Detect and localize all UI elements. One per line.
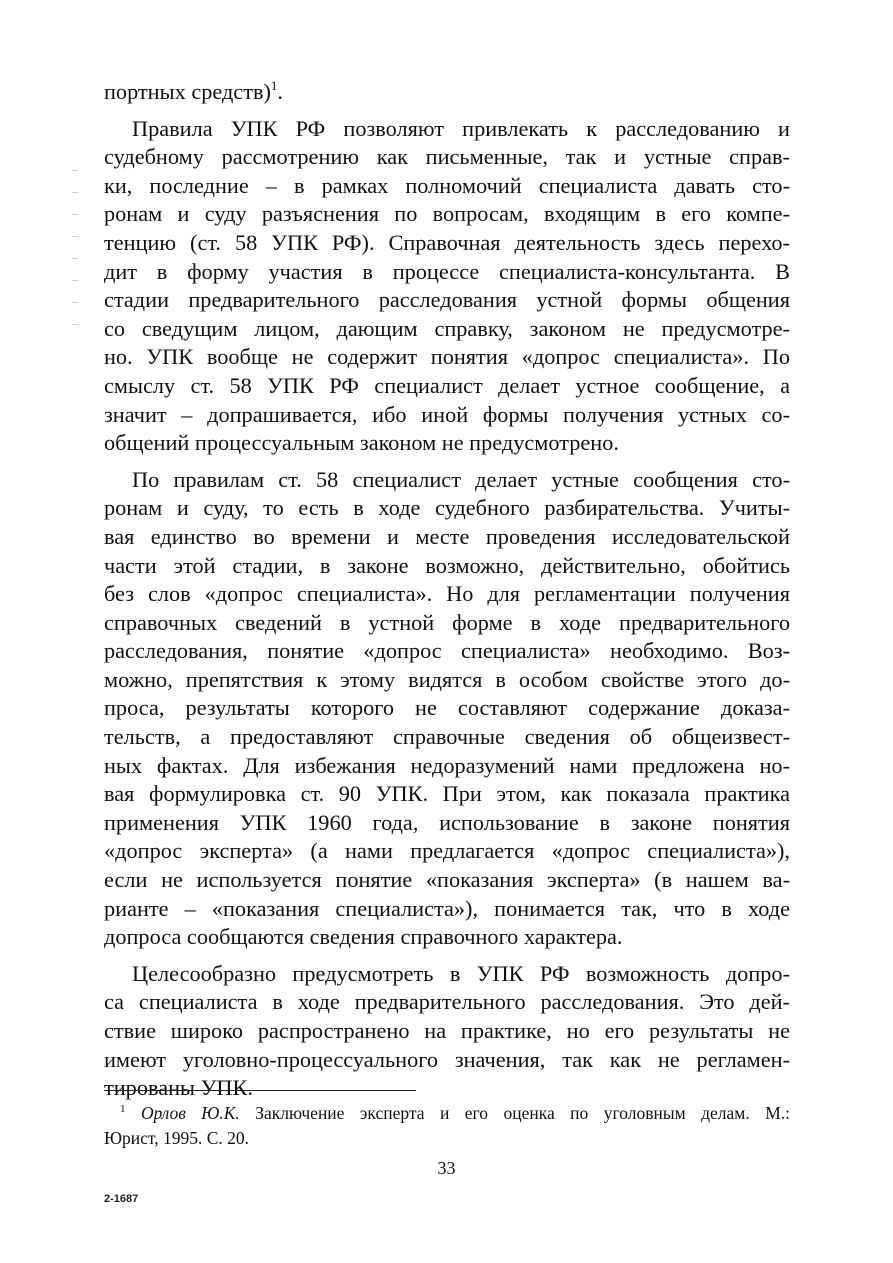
text-line: если не используется понятие «показания эксперта» (в нашем ва-: [104, 867, 790, 893]
footnote-ref: 1: [270, 78, 278, 93]
scan-edge-artifact: [72, 160, 78, 340]
footnote-separator: [104, 1090, 416, 1091]
text-line: Правила УПК РФ позволяют привлекать к расследованию и: [132, 115, 790, 141]
text-line: ствие широко распространено на практике, но его результаты не: [104, 1018, 790, 1043]
text-line: но. УПК вообще не содержит понятия «допрос специалиста». По: [104, 344, 790, 370]
text-line: тельств, а предоставляют справочные сведения об общеизвест-: [104, 724, 790, 750]
continuation-text: портных средств): [104, 79, 271, 104]
text-line: допроса сообщаются сведения справочного характера.: [104, 924, 623, 950]
text-line: «допрос эксперта» (а нами предлагается «допрос специалиста»),: [104, 838, 790, 864]
text-line: са специалиста в ходе предварительного расследования. Это дей-: [104, 989, 790, 1015]
text-line: вая единство во времени и месте проведения исследовательской: [104, 523, 790, 549]
footnote-text: Заключение эксперта и его оценка по уголовным делам. М.:: [239, 1103, 790, 1123]
text-line: По правилам ст. 58 специалист делает устные сообщения сто-: [132, 466, 790, 492]
text-line: ронам и суду, то есть в ходе судебного разбирательства. Учиты-: [104, 495, 790, 521]
text-line: судебному рассмотрению как письменные, так и устные справ-: [104, 144, 790, 170]
text-line: ки, последние – в рамках полномочий специалиста давать сто-: [104, 172, 790, 198]
text-line: проса, результаты которого не составляют содержание доказа-: [104, 695, 790, 721]
text-line: со сведущим лицом, дающим справку, законом не предусмотре-: [104, 315, 790, 341]
text-line: стадии предварительного расследования устной формы общения: [104, 287, 790, 313]
footnote-line: [104, 1101, 790, 1126]
text-line: имеют уголовно-процессуального значения, так как не регламен-: [104, 1046, 790, 1072]
text-line: ных фактах. Для избежания недоразумений нами предложена но-: [104, 752, 790, 778]
text-line: тированы УПК.: [104, 1075, 253, 1101]
paragraph-3: [104, 960, 790, 1103]
paragraph-2: [104, 466, 790, 952]
paragraph-continuation: [104, 78, 790, 107]
text-line: [104, 78, 790, 107]
text-line: значит – допрашивается, ибо иной формы получения устных со-: [104, 401, 790, 427]
text-line: применения УПК 1960 года, использование в законе понятия: [104, 809, 790, 835]
footnote-author: Орлов Ю.К.: [140, 1103, 240, 1123]
text-line: расследования, понятие «допрос специалиста» необходимо. Воз-: [104, 638, 790, 664]
text-line: части этой стадии, в законе возможно, действительно, обойтись: [104, 552, 790, 578]
paragraph-1: [104, 115, 790, 458]
text-line: без слов «допрос специалиста». Но для регламентации получения: [104, 581, 790, 607]
text-line: тенцию (ст. 58 УПК РФ). Справочная деятельность здесь перехо-: [104, 229, 790, 255]
footnote-line: Юрист, 1995. С. 20.: [104, 1128, 249, 1148]
text-line: вая формулировка ст. 90 УПК. При этом, как показала практика: [104, 781, 790, 807]
footnote-marker: 1: [120, 1103, 126, 1115]
printer-signature: 2-1687: [104, 1193, 139, 1205]
text-line: общений процессуальным законом не предусмотрено.: [104, 430, 619, 456]
text-line: можно, препятствия к этому видятся в особом свойстве этого до-: [104, 666, 790, 692]
text-line: смыслу ст. 58 УПК РФ специалист делает устное сообщение, а: [104, 372, 790, 398]
footnote: [104, 1101, 790, 1151]
text-line: рианте – «показания специалиста»), понимается так, что в ходе: [104, 895, 790, 921]
text-line: ронам и суду разъяснения по вопросам, входящим в его компе-: [104, 201, 790, 227]
continuation-tail: .: [277, 79, 283, 104]
text-line: справочных сведений в устной форме в ходе предварительного: [104, 609, 790, 635]
page-number: 33: [437, 1158, 456, 1178]
page-body: [104, 78, 790, 1111]
text-line: дит в форму участия в процессе специалиста-консультанта. В: [104, 258, 790, 284]
text-line: Целесообразно предусмотреть в УПК РФ возможность допро-: [132, 960, 790, 986]
